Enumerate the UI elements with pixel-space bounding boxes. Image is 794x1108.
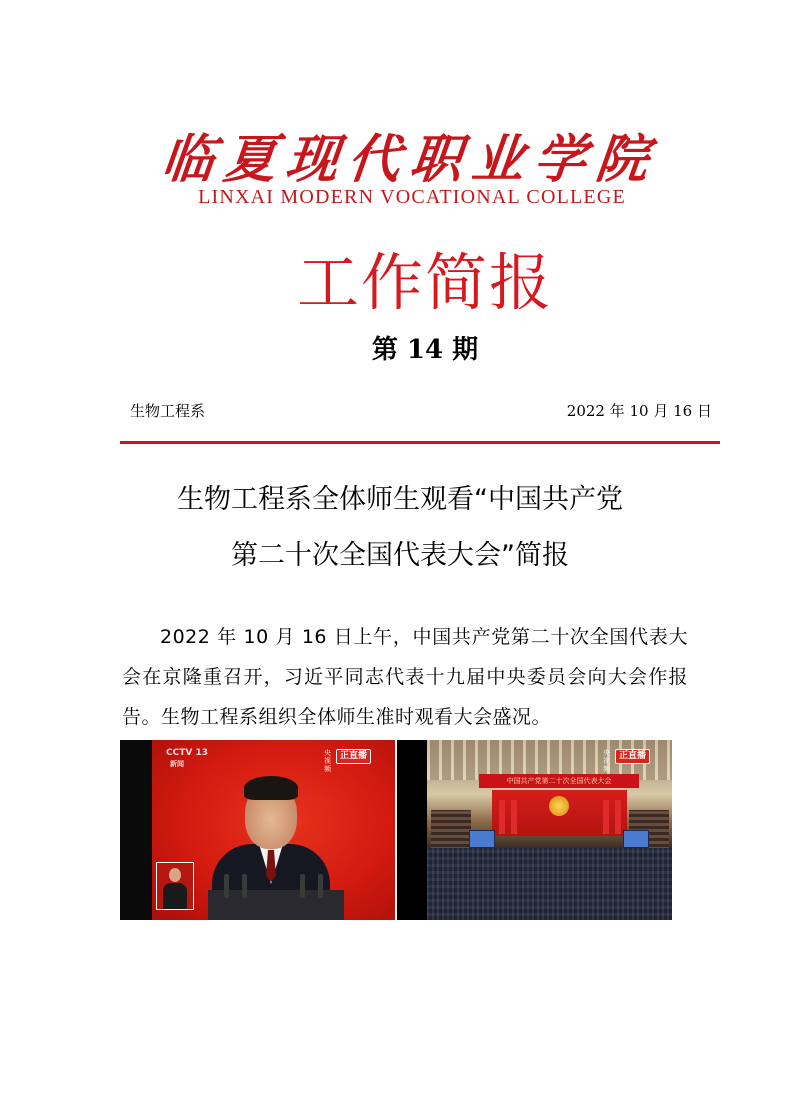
college-logo-chinese: 临夏现代职业学院 <box>158 129 662 190</box>
live-side-label: 央视频 <box>603 749 610 773</box>
signer-body <box>163 883 187 909</box>
microphone-icon <box>242 874 247 898</box>
party-emblem-icon <box>549 796 569 816</box>
red-flag-icon <box>499 800 505 834</box>
red-flag-icon <box>615 800 621 834</box>
article-headline <box>120 472 680 584</box>
microphone-icon <box>224 874 229 898</box>
college-logo-english: LINXAI MODERN VOCATIONAL COLLEGE <box>198 186 626 208</box>
photo-congress-hall <box>397 740 672 920</box>
congress-banner: 中国共产党第二十次全国代表大会 <box>479 774 639 788</box>
display-screen <box>469 830 495 848</box>
bulletin-title: 工作简报 <box>296 246 553 319</box>
live-badge: 正直播 <box>615 749 650 764</box>
department-label: 生物工程系 <box>130 402 206 420</box>
live-badge: 正直播 <box>336 749 371 764</box>
article-paragraph: 2022 年 10 月 16 日上午，中国共产党第二十次全国代表大会在京隆重召开，习近平同志代表十九届中央委员会向大会作报告。生物工程系组织全体师生准时观看大会盛况。 <box>122 626 688 728</box>
photo-speech-broadcast <box>120 740 395 920</box>
microphone-icon <box>300 874 305 898</box>
speaker-hair <box>244 776 298 800</box>
headline-line-1: 生物工程系全体师生观看“中国共产党 <box>177 484 623 515</box>
issue-number: 第 14 期 <box>371 335 479 365</box>
headline-line-2: 第二十次全国代表大会”简报 <box>231 540 569 571</box>
signer-head <box>169 868 181 882</box>
cctv-logo: CCTV 13 <box>166 748 208 758</box>
red-flag-icon <box>511 800 517 834</box>
channel-sub-label: 新闻 <box>170 760 184 768</box>
live-side-label: 央视频 <box>324 749 331 773</box>
audience-seating <box>427 848 672 920</box>
header-divider <box>120 441 720 444</box>
hall-balcony-left <box>431 810 471 850</box>
sign-language-inset <box>156 862 194 910</box>
microphone-icon <box>318 874 323 898</box>
display-screen <box>623 830 649 848</box>
red-flag-icon <box>603 800 609 834</box>
publish-date: 2022 年 10 月 16 日 <box>566 402 712 420</box>
